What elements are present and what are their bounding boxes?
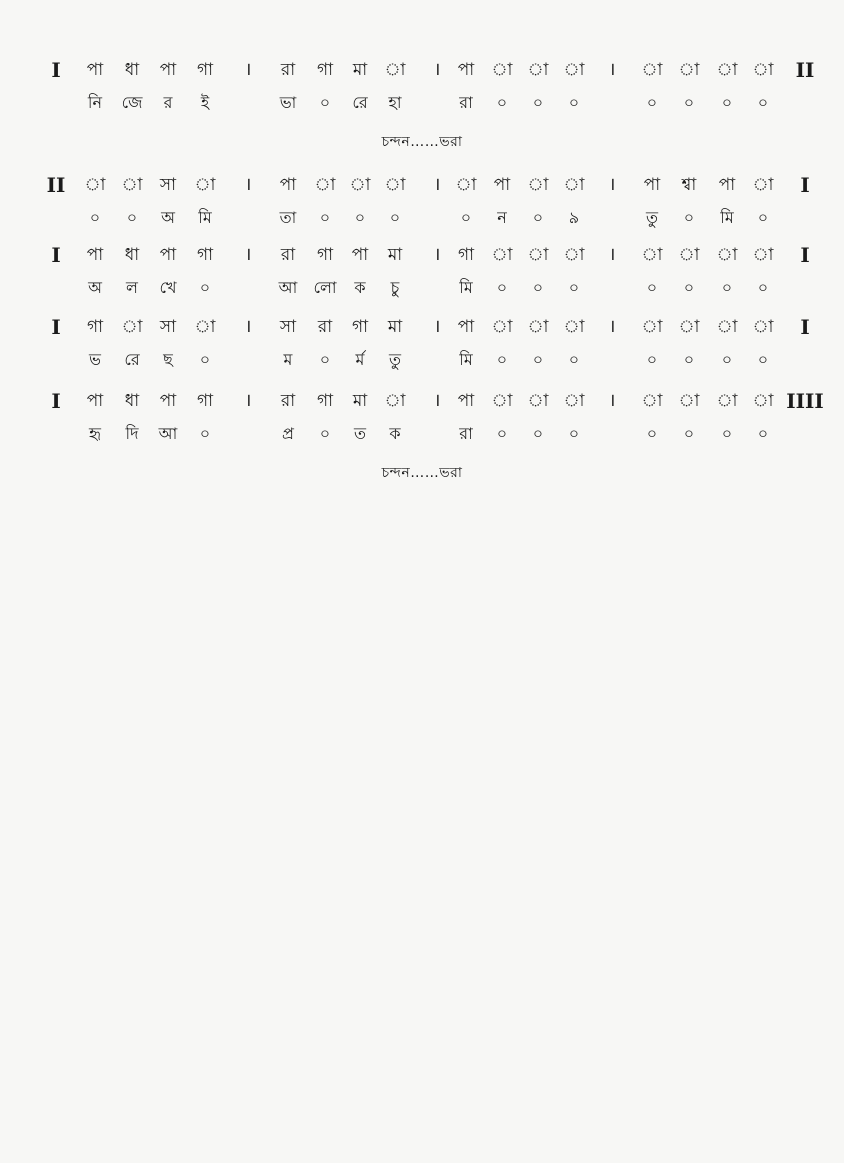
note-cell: া bbox=[678, 317, 700, 337]
lyric-syllable: ০ bbox=[683, 208, 695, 227]
lyric-syllable: মি bbox=[720, 208, 734, 227]
lyric-syllable: ল bbox=[126, 278, 138, 297]
note-cell: া bbox=[716, 317, 738, 337]
lyric-syllable: প্র bbox=[282, 424, 294, 443]
note-cell: া bbox=[752, 245, 774, 265]
note-cell: া bbox=[563, 245, 585, 265]
lyric-row bbox=[0, 203, 844, 233]
lyric-syllable: ০ bbox=[683, 93, 695, 112]
note-cell: া bbox=[752, 175, 774, 195]
note-cell: া bbox=[563, 175, 585, 195]
note-cell: পা bbox=[457, 60, 475, 80]
lyric-syllable: ০ bbox=[199, 424, 211, 443]
section-barline: II bbox=[46, 173, 66, 197]
lyric-syllable: ০ bbox=[496, 350, 508, 369]
lyric-syllable: ০ bbox=[646, 93, 658, 112]
lyric-syllable: ক bbox=[389, 424, 401, 443]
lyric-syllable: ০ bbox=[496, 424, 508, 443]
note-cell: পা bbox=[643, 175, 661, 195]
lyric-syllable: ০ bbox=[683, 424, 695, 443]
note-cell: পা bbox=[279, 175, 297, 195]
lyric-syllable: মি bbox=[459, 350, 473, 369]
note-cell: পা bbox=[86, 60, 104, 80]
lyric-syllable: ০ bbox=[532, 278, 544, 297]
note-cell: া bbox=[84, 175, 106, 195]
lyric-syllable: ত bbox=[353, 424, 366, 443]
lyric-syllable: ক bbox=[354, 278, 366, 297]
lyric-syllable: ম bbox=[283, 350, 293, 369]
note-cell: শ্বা bbox=[681, 175, 697, 195]
barline: । bbox=[608, 244, 616, 265]
note-cell: া bbox=[752, 60, 774, 80]
lyric-syllable: ০ bbox=[757, 278, 769, 297]
lyric-syllable: ০ bbox=[89, 208, 101, 227]
lyric-syllable: ০ bbox=[460, 208, 472, 227]
note-cell: গা bbox=[196, 245, 214, 265]
lyric-syllable: ছ bbox=[163, 350, 173, 369]
note-cell: া bbox=[491, 60, 513, 80]
lyric-syllable: দি bbox=[125, 424, 139, 443]
note-cell: া bbox=[752, 317, 774, 337]
lyric-syllable: ০ bbox=[568, 350, 580, 369]
lyric-syllable: ০ bbox=[389, 208, 401, 227]
lyric-syllable: ০ bbox=[496, 278, 508, 297]
note-cell: গা bbox=[316, 60, 334, 80]
lyric-syllable: র bbox=[163, 93, 173, 112]
barline: । bbox=[244, 59, 252, 80]
note-cell: া bbox=[491, 245, 513, 265]
lyric-syllable: নি bbox=[87, 93, 103, 112]
barline: । bbox=[244, 174, 252, 195]
note-cell: া bbox=[455, 175, 477, 195]
lyric-syllable: ০ bbox=[721, 350, 733, 369]
lyric-syllable: ০ bbox=[532, 93, 544, 112]
note-cell: া bbox=[384, 60, 406, 80]
barline: । bbox=[608, 59, 616, 80]
lyric-syllable: ০ bbox=[568, 278, 580, 297]
note-cell: সা bbox=[159, 175, 177, 195]
lyric-syllable: ০ bbox=[757, 424, 769, 443]
note-cell: ধা bbox=[124, 391, 140, 411]
lyric-syllable: ০ bbox=[354, 208, 366, 227]
section-barline: I bbox=[51, 243, 61, 267]
note-cell: া bbox=[314, 175, 336, 195]
note-cell: মা bbox=[387, 245, 403, 265]
barline: । bbox=[608, 390, 616, 411]
lyric-syllable: ০ bbox=[126, 208, 138, 227]
note-cell: া bbox=[491, 317, 513, 337]
lyric-syllable: ০ bbox=[568, 424, 580, 443]
lyric-syllable: অ bbox=[161, 208, 175, 227]
note-cell: া bbox=[716, 245, 738, 265]
note-cell: া bbox=[527, 317, 549, 337]
note-cell: পা bbox=[86, 391, 104, 411]
lyric-syllable: অ bbox=[88, 278, 102, 297]
lyric-syllable: আ bbox=[158, 424, 178, 443]
note-cell: গা bbox=[196, 60, 214, 80]
lyric-syllable: ন bbox=[497, 208, 507, 227]
notation-row bbox=[0, 55, 844, 85]
lyric-syllable: রে bbox=[352, 93, 368, 112]
lyric-syllable: ০ bbox=[496, 93, 508, 112]
lyric-syllable: ০ bbox=[646, 278, 658, 297]
note-cell: া bbox=[678, 391, 700, 411]
note-cell: পা bbox=[159, 60, 177, 80]
lyric-syllable: মি bbox=[198, 208, 212, 227]
lyric-syllable: ভ bbox=[89, 350, 101, 369]
note-cell: া bbox=[641, 317, 663, 337]
refrain-marker: চন্দন……ভরা bbox=[381, 465, 463, 481]
lyric-syllable: ০ bbox=[319, 208, 331, 227]
section-barline: I bbox=[800, 173, 810, 197]
note-cell: া bbox=[194, 175, 216, 195]
barline: । bbox=[244, 244, 252, 265]
refrain-marker: চন্দন……ভরা bbox=[381, 134, 463, 150]
note-cell: পা bbox=[159, 391, 177, 411]
lyric-syllable: ০ bbox=[532, 424, 544, 443]
barline: । bbox=[433, 174, 441, 195]
lyric-syllable: আ bbox=[278, 278, 298, 297]
note-cell: া bbox=[563, 391, 585, 411]
note-cell: ধা bbox=[124, 245, 140, 265]
note-cell: রা bbox=[280, 245, 296, 265]
lyric-syllable: ০ bbox=[757, 208, 769, 227]
notation-row bbox=[0, 386, 844, 416]
note-cell: া bbox=[527, 245, 549, 265]
section-barline: IIII bbox=[786, 389, 824, 413]
section-barline: I bbox=[51, 58, 61, 82]
lyric-syllable: তু bbox=[645, 208, 658, 227]
lyric-syllable: লো bbox=[313, 278, 337, 297]
notation-row bbox=[0, 170, 844, 200]
note-cell: গা bbox=[196, 391, 214, 411]
lyric-syllable: ০ bbox=[532, 208, 544, 227]
lyric-syllable: ০ bbox=[646, 424, 658, 443]
note-cell: গা bbox=[351, 317, 369, 337]
note-cell: রা bbox=[280, 391, 296, 411]
lyric-row bbox=[0, 273, 844, 303]
barline: । bbox=[433, 244, 441, 265]
lyric-row bbox=[0, 419, 844, 449]
note-cell: া bbox=[641, 391, 663, 411]
section-barline: I bbox=[800, 243, 810, 267]
note-cell: া bbox=[678, 60, 700, 80]
blank-page-area bbox=[0, 500, 844, 1163]
lyric-syllable: তু bbox=[388, 350, 401, 369]
note-cell: গা bbox=[86, 317, 104, 337]
note-cell: া bbox=[716, 391, 738, 411]
lyric-syllable: খে bbox=[159, 278, 177, 297]
barline: । bbox=[433, 59, 441, 80]
lyric-syllable: ০ bbox=[646, 350, 658, 369]
note-cell: রা bbox=[317, 317, 333, 337]
note-cell: গা bbox=[316, 391, 334, 411]
lyric-row bbox=[0, 88, 844, 118]
note-cell: পা bbox=[718, 175, 736, 195]
barline: । bbox=[608, 316, 616, 337]
note-cell: া bbox=[194, 317, 216, 337]
section-barline: I bbox=[51, 315, 61, 339]
note-cell: া bbox=[563, 317, 585, 337]
note-cell: া bbox=[527, 60, 549, 80]
notation-row bbox=[0, 312, 844, 342]
lyric-syllable: ০ bbox=[199, 350, 211, 369]
note-cell: পা bbox=[351, 245, 369, 265]
note-cell: া bbox=[641, 60, 663, 80]
note-cell: ধা bbox=[124, 60, 140, 80]
note-cell: া bbox=[384, 391, 406, 411]
note-cell: া bbox=[527, 391, 549, 411]
lyric-syllable: মি bbox=[459, 278, 473, 297]
lyric-syllable: ০ bbox=[683, 350, 695, 369]
note-cell: পা bbox=[457, 317, 475, 337]
lyric-syllable: চু bbox=[390, 278, 400, 297]
lyric-syllable: হা bbox=[388, 93, 402, 112]
note-cell: সা bbox=[159, 317, 177, 337]
barline: । bbox=[244, 316, 252, 337]
lyric-syllable: ০ bbox=[319, 424, 331, 443]
lyric-syllable: ০ bbox=[568, 93, 580, 112]
lyric-row bbox=[0, 345, 844, 375]
lyric-syllable: ৯ bbox=[568, 208, 580, 227]
note-cell: া bbox=[678, 245, 700, 265]
note-cell: পা bbox=[493, 175, 511, 195]
lyric-syllable: হৃ bbox=[89, 424, 101, 443]
note-cell: রা bbox=[280, 60, 296, 80]
lyric-syllable: ০ bbox=[721, 278, 733, 297]
section-barline: I bbox=[51, 389, 61, 413]
lyric-syllable: ০ bbox=[757, 350, 769, 369]
lyric-syllable: রা bbox=[459, 93, 473, 112]
note-cell: পা bbox=[159, 245, 177, 265]
note-cell: সা bbox=[279, 317, 297, 337]
lyric-syllable: ০ bbox=[319, 350, 331, 369]
barline: । bbox=[433, 390, 441, 411]
lyric-syllable: ০ bbox=[199, 278, 211, 297]
notation-row bbox=[0, 240, 844, 270]
section-barline: I bbox=[800, 315, 810, 339]
note-cell: া bbox=[121, 175, 143, 195]
note-cell: মা bbox=[352, 391, 368, 411]
barline: । bbox=[244, 390, 252, 411]
lyric-syllable: জে bbox=[121, 93, 143, 112]
note-cell: া bbox=[563, 60, 585, 80]
note-cell: মা bbox=[387, 317, 403, 337]
note-cell: া bbox=[384, 175, 406, 195]
lyric-syllable: রে bbox=[124, 350, 140, 369]
note-cell: পা bbox=[457, 391, 475, 411]
note-cell: া bbox=[121, 317, 143, 337]
note-cell: া bbox=[527, 175, 549, 195]
note-cell: পা bbox=[86, 245, 104, 265]
barline: । bbox=[433, 316, 441, 337]
lyric-syllable: ০ bbox=[683, 278, 695, 297]
note-cell: া bbox=[716, 60, 738, 80]
barline: । bbox=[608, 174, 616, 195]
note-cell: গা bbox=[457, 245, 475, 265]
lyric-syllable: ০ bbox=[532, 350, 544, 369]
lyric-syllable: র্ম bbox=[355, 350, 365, 369]
lyric-syllable: ভা bbox=[279, 93, 297, 112]
note-cell: গা bbox=[316, 245, 334, 265]
note-cell: া bbox=[491, 391, 513, 411]
lyric-syllable: ০ bbox=[721, 424, 733, 443]
lyric-syllable: ০ bbox=[757, 93, 769, 112]
lyric-syllable: রা bbox=[459, 424, 473, 443]
lyric-syllable: ০ bbox=[319, 93, 331, 112]
section-barline: II bbox=[795, 58, 815, 82]
note-cell: া bbox=[752, 391, 774, 411]
note-cell: া bbox=[349, 175, 371, 195]
note-cell: া bbox=[641, 245, 663, 265]
lyric-syllable: তা bbox=[279, 208, 297, 227]
note-cell: মা bbox=[352, 60, 368, 80]
lyric-syllable: ০ bbox=[721, 93, 733, 112]
lyric-syllable: ই bbox=[200, 93, 210, 112]
